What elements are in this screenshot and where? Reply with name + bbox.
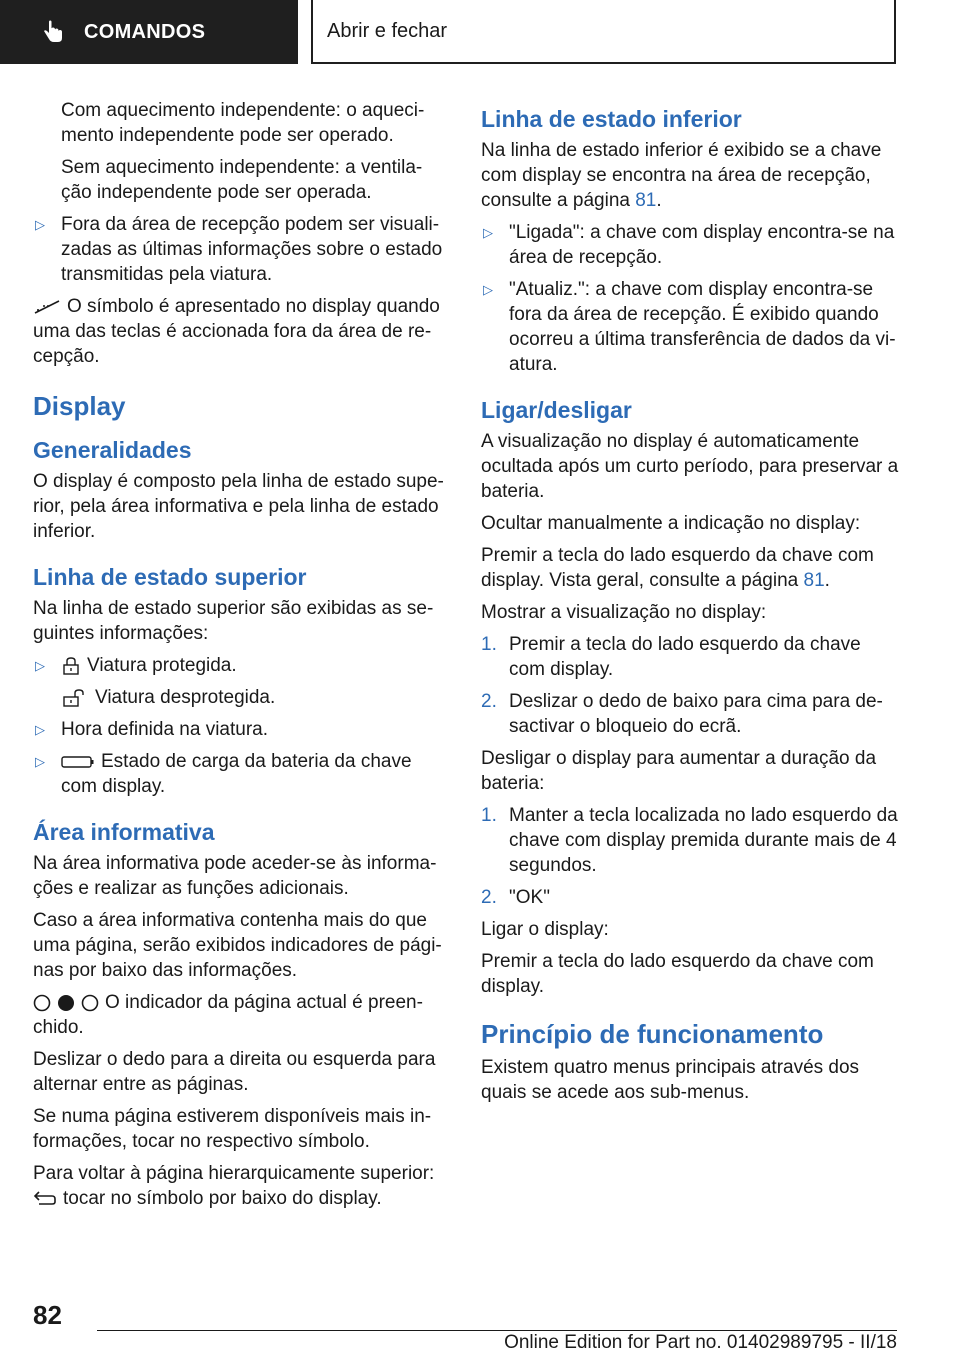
list-item-text: Viatura protegida. — [87, 655, 237, 676]
footer-divider — [97, 1330, 897, 1331]
list-item — [33, 717, 445, 742]
paragraph: Na área informativa pode aceder-se às informa-ções e realizar as funções adicionais. — [33, 853, 437, 899]
paragraph: Desligar o display para aumentar a duração da bateria: — [481, 748, 877, 794]
paragraph: A visualização no display é automaticamente ocultada após um curto período, para preservar a bateria. — [481, 431, 899, 502]
list-item-text: Fora da área de recepção podem ser visuali-zadas as últimas informações sobre o estado transmitidas pela viatura. — [61, 214, 443, 285]
paragraph: Caso a área informativa contenha mais do que uma página, serão exibidos indicadores de pági-nas por baixo das informações. — [33, 910, 442, 981]
numbered-item — [481, 632, 899, 682]
bullet-triangle-icon: ▷ — [35, 754, 45, 769]
paragraph-text: . — [824, 570, 830, 591]
battery-icon — [61, 755, 95, 769]
step-text: Manter a tecla localizada no lado esquerdo da chave com display premida durante mais de 4 segundos. — [509, 805, 898, 876]
paragraph-text: Para voltar à página hierarquicamente superior: — [33, 1163, 435, 1184]
list-item-text: "Atualiz.": a chave com display encontra-se fora da área de recepção. É exibido quando ocorreu a última transferência de dados da vi-atura. — [509, 279, 896, 375]
paragraph: Premir a tecla do lado esquerdo da chave com display. — [481, 951, 874, 997]
paragraph-text: O símbolo é apresentado no display quando uma das teclas é accionada fora da área de re-cepção. — [33, 296, 440, 367]
paragraph-text: Premir a tecla do lado esquerdo da chave com display. Vista geral, consulte a página — [481, 545, 874, 591]
heading-info-area: Área informativa — [33, 819, 215, 845]
paragraph: Ocultar manualmente a indicação no display: — [481, 513, 861, 534]
paragraph-with-icon — [33, 1161, 445, 1211]
left-column — [33, 98, 445, 1218]
list-item-text: Viatura desprotegida. — [95, 687, 276, 708]
hand-pointer-icon — [40, 19, 66, 45]
heading-principle: Princípio de funcionamento — [481, 1019, 824, 1049]
page-link[interactable]: 81 — [803, 570, 825, 591]
page-link[interactable]: 81 — [635, 190, 657, 211]
list-item-text: Hora definida na viatura. — [61, 719, 269, 740]
paragraph-text: tocar no símbolo por baixo do display. — [63, 1188, 382, 1209]
step-number: 1. — [481, 805, 497, 826]
paragraph: Sem aquecimento independente: a ventila-ção independente pode ser operada. — [61, 157, 423, 203]
right-column — [481, 98, 899, 1112]
header-section-tab — [0, 0, 298, 64]
paragraph: O display é composto pela linha de estado supe-rior, pela área informativa e pela linha de estado inferior. — [33, 471, 444, 542]
paragraph: Deslizar o dedo para a direita ou esquerda para alternar entre as páginas. — [33, 1049, 436, 1095]
paragraph-with-link — [481, 138, 899, 213]
back-arrow-icon — [33, 1191, 57, 1207]
bullet-triangle-icon: ▷ — [35, 722, 45, 737]
no-signal-icon — [33, 299, 61, 315]
list-item — [33, 749, 445, 799]
bullet-triangle-icon: ▷ — [35, 658, 45, 673]
paragraph-with-icon — [33, 294, 445, 369]
paragraph: Com aquecimento independente: o aqueci-mento independente pode ser operado. — [61, 100, 425, 146]
list-item-text: "Ligada": a chave com display encontra-se na área de recepção. — [509, 222, 895, 268]
paragraph-text: Na linha de estado inferior é exibido se a chave com display se encontra na área de recepção, consulte a página — [481, 140, 882, 211]
header-chapter-box — [311, 0, 896, 64]
page-number: 82 — [33, 1300, 62, 1330]
step-text: Deslizar o dedo de baixo para cima para de-sactivar o bloqueio do ecrã. — [509, 691, 883, 737]
step-text: "OK" — [509, 887, 550, 908]
lock-closed-icon — [61, 657, 81, 675]
paragraph: Na linha de estado superior são exibidas as se-guintes informações: — [33, 598, 434, 644]
numbered-item — [481, 689, 899, 739]
numbered-item — [481, 885, 899, 910]
paragraph-with-link — [481, 543, 899, 593]
heading-generalidades: Generalidades — [33, 437, 192, 463]
heading-lower-status: Linha de estado inferior — [481, 106, 742, 132]
paragraph-with-icon — [33, 990, 445, 1040]
list-item — [481, 220, 899, 270]
paragraph: Ligar o display: — [481, 919, 609, 940]
paragraph-text: . — [656, 190, 662, 211]
numbered-item — [481, 803, 899, 878]
step-number: 2. — [481, 887, 497, 908]
list-item-continuation — [33, 685, 445, 710]
bullet-triangle-icon: ▷ — [483, 225, 493, 240]
paragraph: Mostrar a visualização no display: — [481, 602, 767, 623]
paragraph: Existem quatro menus principais através dos quais se acede aos sub-menus. — [481, 1057, 860, 1103]
page-indicator-dots-icon — [33, 993, 99, 1013]
section-title: COMANDOS — [84, 20, 206, 43]
footer-edition: Online Edition for Part no. 01402989795 - II/18 — [504, 1332, 897, 1353]
heading-upper-status: Linha de estado superior — [33, 564, 307, 590]
list-item — [481, 277, 899, 377]
paragraph: Se numa página estiverem disponíveis mais in-formações, tocar no respectivo símbolo. — [33, 1106, 432, 1152]
step-number: 1. — [481, 634, 497, 655]
list-item — [33, 653, 445, 678]
heading-display: Display — [33, 391, 126, 421]
bullet-triangle-icon: ▷ — [483, 282, 493, 297]
bullet-triangle-icon: ▷ — [35, 217, 45, 232]
list-item — [33, 212, 445, 287]
lock-open-icon — [61, 689, 89, 707]
step-text: Premir a tecla do lado esquerdo da chave com display. — [509, 634, 861, 680]
step-number: 2. — [481, 691, 497, 712]
list-item-text: Estado de carga da bateria da chave com display. — [61, 751, 412, 797]
paragraph-text: O indicador da página actual é preen-chido. — [33, 992, 423, 1038]
chapter-title: Abrir e fechar — [327, 19, 448, 42]
heading-on-off: Ligar/desligar — [481, 397, 632, 423]
